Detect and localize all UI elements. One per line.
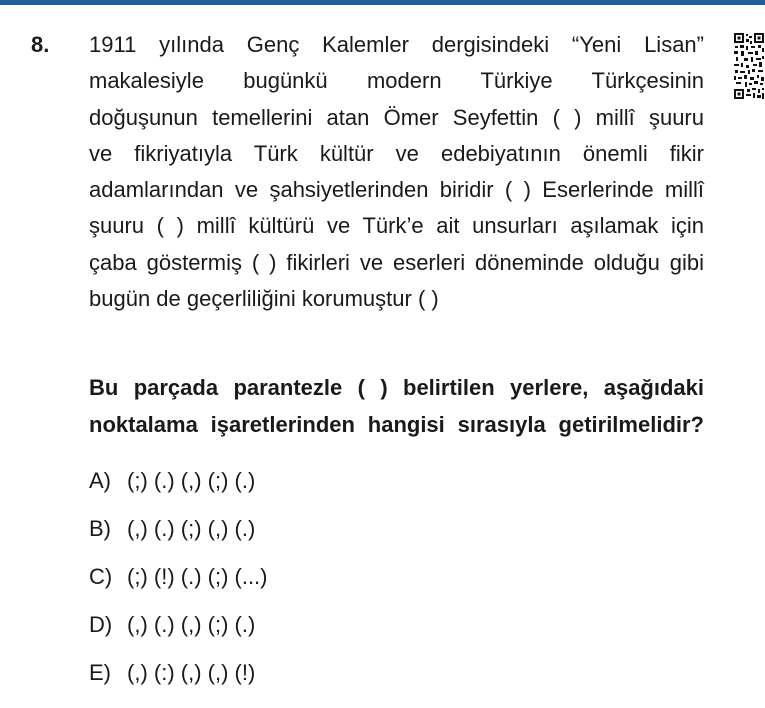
- answer-options: [89, 461, 268, 701]
- option-e[interactable]: [89, 653, 268, 701]
- passage-line: 1911 yılında Genç Kalemler dergisindeki “Yeni Lisan”: [89, 32, 704, 57]
- option-letter: D): [89, 612, 113, 637]
- passage-line: adamlarından ve şahsiyetlerinden biridir ( ) Eserlerinde millî: [89, 177, 704, 203]
- option-text: (;) (.) (,) (;) (.): [127, 468, 256, 493]
- passage-line: çaba göstermiş ( ) fikirleri ve eserleri döneminde olduğu gibi: [89, 249, 704, 275]
- passage-line: doğuşunun temellerini atan Ömer Seyfettin ( ) millî şuuru: [89, 104, 704, 130]
- passage-line: makalesiyle bugünkü modern Türkiye Türkçesinin: [89, 68, 704, 94]
- option-a[interactable]: [89, 461, 268, 509]
- option-letter: B): [89, 516, 111, 541]
- option-letter: A): [89, 468, 111, 493]
- prompt-line: Bu parçada parantezle ( ) belirtilen yerlere, aşağıdaki: [89, 375, 704, 400]
- passage-line: bugün de geçerliliğini korumuştur ( ): [89, 286, 439, 312]
- option-d[interactable]: [89, 605, 268, 653]
- option-letter: C): [89, 564, 113, 589]
- question-prompt: [89, 370, 704, 443]
- passage-line: ve fikriyatıyla Türk kültür ve edebiyatının önemli fikir: [89, 140, 704, 166]
- option-text: (;) (!) (.) (;) (...): [127, 564, 268, 589]
- option-letter: E): [89, 660, 111, 685]
- question-number: 8.: [31, 32, 50, 57]
- question-passage: [89, 27, 704, 317]
- option-c[interactable]: [89, 557, 268, 605]
- option-text: (,) (:) (,) (,) (!): [127, 660, 256, 685]
- top-color-bar: [0, 0, 765, 5]
- prompt-line: noktalama işaretlerinden hangisi sırasıyla getirilmelidir?: [89, 411, 704, 437]
- qr-code-icon: [733, 32, 765, 100]
- passage-line: şuuru ( ) millî kültürü ve Türk’e ait unsurları aşılamak için: [89, 213, 704, 239]
- option-text: (,) (.) (,) (;) (.): [127, 612, 256, 637]
- option-text: (,) (.) (;) (,) (.): [127, 516, 256, 541]
- option-b[interactable]: [89, 509, 268, 557]
